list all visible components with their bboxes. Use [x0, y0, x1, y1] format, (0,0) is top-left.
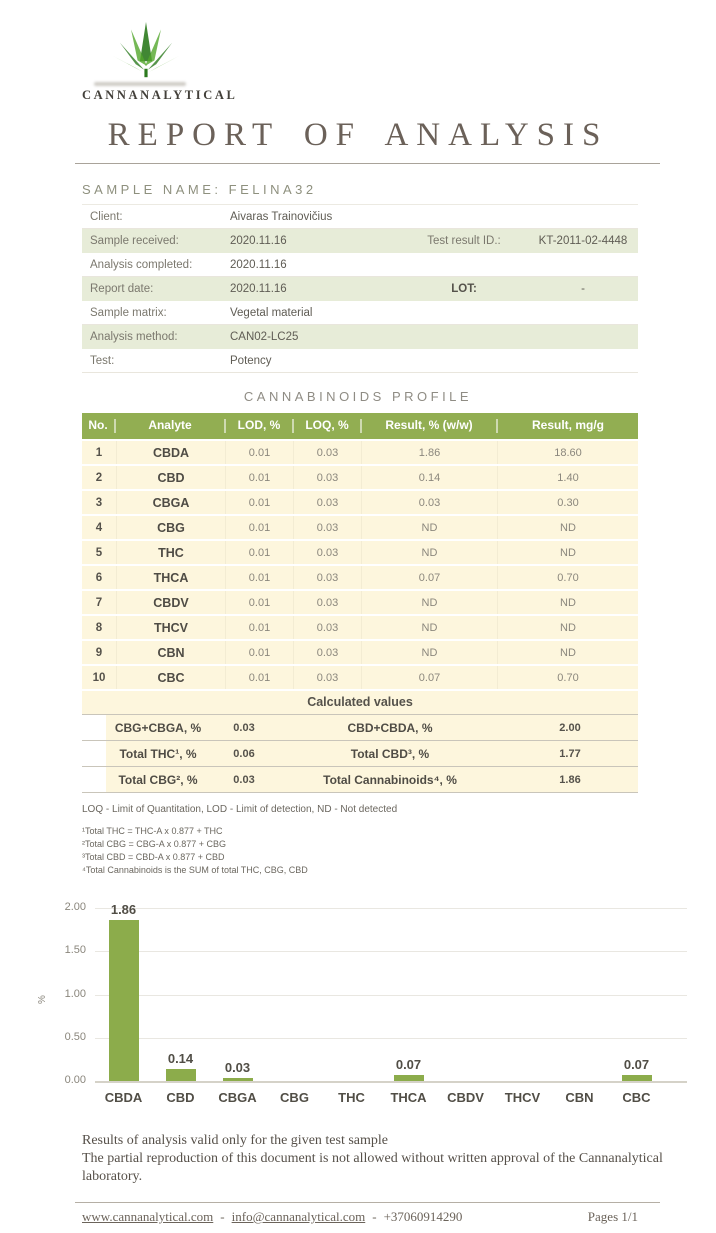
- logo-block: [0, 0, 716, 103]
- calculated-row: [82, 715, 638, 741]
- bar-value-label: 0.03: [224, 1060, 251, 1076]
- footnotes: [82, 825, 716, 877]
- bar-CBD: [166, 1069, 196, 1081]
- result-value: ND: [362, 541, 498, 564]
- bar-CBGA: [223, 1078, 253, 1081]
- page-count: Pages 1/1: [587, 1209, 638, 1224]
- result-value: 0.01: [226, 491, 294, 514]
- chart-gridline: [95, 951, 687, 952]
- info-row: [82, 277, 638, 301]
- y-axis-tick-label: 1.50: [64, 944, 86, 957]
- result-value: 0.30: [557, 496, 579, 509]
- analyte-name: CBDV: [116, 591, 226, 614]
- info-value-2: KT-2011-02-4448: [538, 234, 628, 247]
- bar-CBC: [622, 1075, 652, 1081]
- phone-number: +37060914290: [383, 1209, 463, 1224]
- result-value: 0.03: [294, 491, 362, 514]
- result-value: ND: [362, 641, 498, 664]
- table-row: [82, 514, 638, 539]
- result-value: 0.01: [226, 666, 294, 689]
- calc-value-1: 0.03: [210, 767, 278, 792]
- analyte-name: THCA: [116, 566, 226, 589]
- analyte-name: CBDA: [116, 441, 226, 464]
- result-value: 0.07: [362, 666, 498, 689]
- info-label-2: LOT:: [451, 282, 477, 295]
- result-value: 0.07: [362, 566, 498, 589]
- calc-gutter: [82, 767, 106, 792]
- leaf-logo-icon: [108, 22, 184, 80]
- column-header: LOD, %: [226, 419, 294, 432]
- result-value: ND: [560, 546, 576, 559]
- info-label: Analysis method:: [90, 330, 178, 343]
- result-value: 0.03: [294, 591, 362, 614]
- row-number: 6: [95, 571, 103, 584]
- result-value: 18.60: [554, 446, 582, 459]
- calc-gutter: [82, 741, 106, 766]
- y-axis-tick-label: 1.00: [64, 987, 86, 1000]
- y-axis-tick-label: 0.50: [64, 1030, 86, 1043]
- result-value: 0.01: [226, 466, 294, 489]
- page-title: REPORT OF ANALYSIS: [107, 117, 609, 153]
- info-label: Analysis completed:: [90, 258, 193, 271]
- footnote: ¹Total THC = THC-A x 0.877 + THC: [82, 826, 223, 836]
- table-row: [82, 664, 638, 689]
- result-value: 0.03: [294, 466, 362, 489]
- calc-label-2: Total Cannabinoids⁴, %: [278, 767, 502, 792]
- bar-value-label: 0.07: [395, 1056, 422, 1072]
- logo-tagline-illegible: [94, 82, 186, 86]
- bar-THCA: [394, 1075, 424, 1081]
- calc-label-2: Total CBD³, %: [278, 741, 502, 766]
- calc-value-2: 1.77: [502, 741, 638, 766]
- result-value: 0.03: [294, 566, 362, 589]
- table-row: [82, 564, 638, 589]
- cannabinoids-table-body: [82, 439, 638, 689]
- disclaimer-line-1: Results of analysis valid only for the given test sample: [82, 1133, 389, 1148]
- x-axis-category-label: CBDA: [104, 1090, 143, 1105]
- chart-gridline: [95, 1038, 687, 1039]
- result-value: 0.01: [226, 541, 294, 564]
- analyte-name: CBG: [116, 516, 226, 539]
- info-row: [82, 205, 638, 229]
- sample-info-table: [82, 204, 638, 373]
- x-axis-category-label: CBD: [166, 1090, 195, 1105]
- x-axis-category-label: CBC: [622, 1090, 651, 1105]
- info-row: [82, 253, 638, 277]
- info-value: Aivaras Trainovičius: [230, 210, 333, 223]
- result-value: 0.03: [294, 441, 362, 464]
- x-axis-category-label: CBDV: [447, 1090, 484, 1105]
- result-value: 0.03: [294, 616, 362, 639]
- result-value: 0.70: [557, 671, 579, 684]
- legend-note: LOQ - Limit of Quantitation, LOD - Limit of detection, ND - Not detected: [82, 804, 398, 815]
- info-label: Client:: [90, 210, 123, 223]
- analyte-name: CBD: [116, 466, 226, 489]
- result-value: ND: [362, 591, 498, 614]
- info-row: [82, 301, 638, 325]
- bar-value-label: 0.14: [167, 1050, 194, 1066]
- row-number: 5: [95, 546, 103, 559]
- disclaimer: [82, 1132, 716, 1186]
- result-value: ND: [560, 621, 576, 634]
- info-label: Sample matrix:: [90, 306, 167, 319]
- result-value: 0.03: [294, 541, 362, 564]
- footer-separator: -: [220, 1209, 225, 1224]
- info-row: [82, 325, 638, 349]
- footer-divider: [75, 1202, 660, 1203]
- table-row: [82, 464, 638, 489]
- result-value: ND: [560, 596, 576, 609]
- result-value: 0.03: [362, 491, 498, 514]
- website-link[interactable]: www.cannanalytical.com: [82, 1209, 214, 1224]
- chart-gridline: [95, 1081, 687, 1083]
- cannabinoids-profile-heading: CANNABINOIDS PROFILE: [243, 389, 473, 404]
- column-header: Result, % (w/w): [362, 419, 498, 432]
- result-value: 0.03: [294, 641, 362, 664]
- cannabinoids-bar-chart: [36, 899, 700, 1114]
- column-header: No.: [82, 419, 116, 432]
- result-value: 1.40: [557, 471, 579, 484]
- calc-label-2: CBD+CBDA, %: [278, 715, 502, 740]
- calc-label-1: Total CBG², %: [106, 767, 210, 792]
- x-axis-category-label: CBGA: [218, 1090, 257, 1105]
- x-axis-category-label: CBG: [280, 1090, 309, 1105]
- info-label: Report date:: [90, 282, 154, 295]
- cannabinoids-table-header: [82, 413, 638, 439]
- y-axis-tick-label: 0.00: [64, 1074, 86, 1086]
- footer-separator: -: [372, 1209, 377, 1224]
- analyte-name: CBC: [116, 666, 226, 689]
- x-axis-category-label: THC: [338, 1090, 365, 1105]
- calc-label-1: Total THC¹, %: [106, 741, 210, 766]
- calc-gutter: [82, 715, 106, 740]
- result-value: 0.01: [226, 616, 294, 639]
- notes-block: [82, 804, 716, 877]
- row-number: 10: [92, 671, 106, 684]
- x-axis-category-label: THCV: [504, 1090, 541, 1105]
- info-value: 2020.11.16: [230, 234, 287, 247]
- footnote: ³Total CBD = CBD-A x 0.877 + CBD: [82, 852, 225, 862]
- email-link[interactable]: info@cannanalytical.com: [231, 1209, 366, 1224]
- calc-value-2: 2.00: [502, 715, 638, 740]
- calculated-row: [82, 767, 638, 793]
- calc-value-1: 0.03: [210, 715, 278, 740]
- info-row: [82, 229, 638, 253]
- result-value: 0.01: [226, 441, 294, 464]
- footnote: ⁴Total Cannabinoids is the SUM of total THC, CBG, CBD: [82, 865, 308, 875]
- table-row: [82, 639, 638, 664]
- info-value: Potency: [230, 354, 272, 367]
- x-axis-category-label: CBN: [565, 1090, 594, 1105]
- column-header: Analyte: [116, 419, 226, 432]
- brand-wordmark: CANNANALYTICAL: [82, 88, 238, 102]
- row-number: 2: [95, 471, 103, 484]
- row-number: 1: [95, 446, 103, 459]
- analyte-name: THCV: [116, 616, 226, 639]
- result-value: 0.14: [362, 466, 498, 489]
- info-value: Vegetal material: [230, 306, 313, 319]
- row-number: 7: [95, 596, 103, 609]
- info-label: Sample received:: [90, 234, 179, 247]
- info-value: CAN02-LC25: [230, 330, 299, 343]
- analyte-name: CBN: [116, 641, 226, 664]
- row-number: 9: [95, 646, 103, 659]
- info-value: 2020.11.16: [230, 258, 287, 271]
- info-value: 2020.11.16: [230, 282, 287, 295]
- row-number: 8: [95, 621, 103, 634]
- table-row: [82, 489, 638, 514]
- footnote: ²Total CBG = CBG-A x 0.877 + CBG: [82, 839, 227, 849]
- bar-value-label: 0.07: [623, 1056, 650, 1072]
- calculated-values-table: [0, 715, 716, 793]
- chart-gridline: [95, 908, 687, 909]
- table-row: [82, 589, 638, 614]
- result-value: 0.70: [557, 571, 579, 584]
- result-value: 0.01: [226, 566, 294, 589]
- bar-CBDA: [109, 920, 139, 1081]
- row-number: 3: [95, 496, 103, 509]
- y-axis-tick-label: 2.00: [64, 901, 86, 913]
- cannabis-leaf-icon: [108, 22, 184, 80]
- result-value: ND: [362, 616, 498, 639]
- footer: [82, 1209, 638, 1225]
- column-header: Result, mg/g: [531, 418, 604, 433]
- result-value: 0.03: [294, 666, 362, 689]
- x-axis-category-label: THCA: [390, 1090, 427, 1105]
- result-value: 0.01: [226, 516, 294, 539]
- bar-value-label: 1.86: [110, 902, 137, 918]
- chart-gridline: [95, 995, 687, 996]
- sample-name-heading: SAMPLE NAME: FELINA32: [82, 182, 317, 197]
- cannabinoids-table: [82, 413, 638, 689]
- disclaimer-line-2: The partial reproduction of this document is not allowed without written approval of the Cannanalytical laboratory.: [82, 1151, 663, 1184]
- result-value: 0.01: [226, 591, 294, 614]
- row-number: 4: [95, 521, 103, 534]
- calculated-values-heading: Calculated values: [82, 689, 638, 715]
- table-row: [82, 539, 638, 564]
- table-row: [82, 439, 638, 464]
- result-value: 0.03: [294, 516, 362, 539]
- info-label: Test:: [90, 354, 115, 367]
- column-header: LOQ, %: [294, 419, 362, 432]
- result-value: ND: [362, 516, 498, 539]
- calc-label-1: CBG+CBGA, %: [106, 715, 210, 740]
- table-row: [82, 614, 638, 639]
- calc-value-2: 1.86: [502, 767, 638, 792]
- result-value: ND: [560, 521, 576, 534]
- result-value: 1.86: [362, 441, 498, 464]
- info-label-2: Test result ID.:: [427, 234, 501, 247]
- analyte-name: CBGA: [116, 491, 226, 514]
- result-value: 0.01: [226, 641, 294, 664]
- calc-value-1: 0.06: [210, 741, 278, 766]
- title-divider: [75, 163, 660, 164]
- info-value-2: -: [581, 282, 585, 295]
- y-axis-label: %: [36, 995, 48, 1004]
- analyte-name: THC: [116, 541, 226, 564]
- calculated-row: [82, 741, 638, 767]
- info-row: [82, 349, 638, 373]
- result-value: ND: [560, 646, 576, 659]
